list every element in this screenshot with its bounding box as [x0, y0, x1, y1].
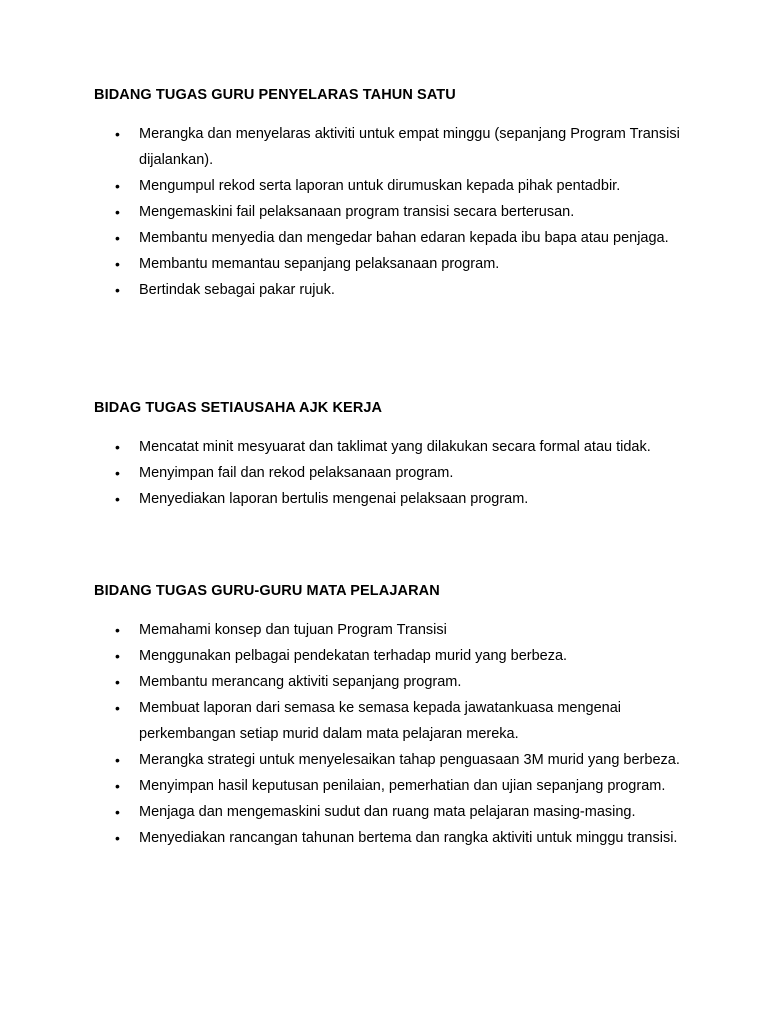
list-item-text: Menyediakan rancangan tahunan bertema dan rangka aktiviti untuk minggu transisi.: [139, 829, 678, 846]
bullet-icon: •: [115, 126, 120, 142]
list-item: [94, 278, 714, 304]
list-item: [94, 696, 714, 747]
list-item: [94, 226, 714, 252]
section-heading: BIDAG TUGAS SETIAUSAHA AJK KERJA: [94, 400, 383, 416]
section-heading: BIDANG TUGAS GURU PENYELARAS TAHUN SATU: [94, 87, 456, 103]
list-item: [94, 461, 714, 487]
list-item: [94, 800, 714, 826]
bullet-icon: •: [115, 829, 120, 846]
list-item: [94, 174, 714, 200]
bullet-icon: •: [115, 622, 120, 638]
list-item-text: Mengumpul rekod serta laporan untuk dirumuskan kepada pihak pentadbir.: [139, 177, 621, 194]
bullet-icon: •: [115, 255, 120, 272]
list-item-text: Mencatat minit mesyuarat dan taklimat yang dilakukan secara formal atau tidak.: [139, 439, 651, 455]
bullet-icon: •: [115, 203, 120, 220]
bullet-icon: •: [115, 229, 120, 246]
list-item-text: Menggunakan pelbagai pendekatan terhadap murid yang berbeza.: [139, 648, 568, 664]
bullet-icon: •: [115, 700, 120, 716]
list-item: [94, 252, 714, 278]
list-item-text: Membantu menyedia dan mengedar bahan edaran kepada ibu bapa atau penjaga.: [139, 229, 669, 246]
list-item-text: Merangka strategi untuk menyelesaikan tahap penguasaan 3M murid yang berbeza.: [139, 751, 680, 768]
list-item: [94, 670, 714, 696]
duty-list: [94, 618, 714, 851]
bullet-icon: •: [115, 177, 120, 194]
duty-list: [94, 435, 714, 513]
bullet-icon: •: [115, 777, 120, 794]
list-item: [94, 200, 714, 226]
list-item-text: Membuat laporan dari semasa ke semasa kepada jawatankuasa mengenai perkembangan setiap murid dalam mata pelajaran mereka.: [139, 700, 622, 742]
section-heading: BIDANG TUGAS GURU-GURU MATA PELAJARAN: [94, 583, 440, 599]
bullet-icon: •: [115, 281, 120, 298]
section-setiausaha: [94, 399, 714, 513]
list-item-text: Merangka dan menyelaras aktiviti untuk empat minggu (sepanjang Program Transisi dijalankan).: [139, 126, 680, 168]
list-item-text: Membantu memantau sepanjang pelaksanaan program.: [139, 255, 500, 272]
list-item-text: Mengemaskini fail pelaksanaan program transisi secara berterusan.: [139, 203, 575, 220]
list-item-text: Memahami konsep dan tujuan Program Transisi: [139, 622, 447, 638]
list-item: [94, 618, 714, 644]
list-item: [94, 826, 714, 852]
bullet-icon: •: [115, 751, 120, 768]
list-item: [94, 644, 714, 670]
list-item-text: Menyimpan fail dan rekod pelaksanaan program.: [139, 465, 454, 481]
list-item: [94, 435, 714, 461]
list-item-text: Menyimpan hasil keputusan penilaian, pemerhatian dan ujian sepanjang program.: [139, 777, 666, 794]
list-item-text: Menjaga dan mengemaskini sudut dan ruang mata pelajaran masing-masing.: [139, 803, 636, 820]
bullet-icon: •: [115, 674, 120, 690]
bullet-icon: •: [115, 648, 120, 664]
section-guru-penyelaras: [94, 86, 714, 304]
list-item: [94, 748, 714, 774]
list-item-text: Bertindak sebagai pakar rujuk.: [139, 281, 335, 298]
bullet-icon: •: [115, 465, 120, 481]
bullet-icon: •: [115, 803, 120, 820]
list-item-text: Menyediakan laporan bertulis mengenai pelaksaan program.: [139, 491, 529, 507]
bullet-icon: •: [115, 491, 120, 507]
list-item: [94, 487, 714, 513]
section-guru-mata-pelajaran: [94, 582, 714, 852]
list-item: [94, 774, 714, 800]
duty-list: [94, 122, 714, 303]
list-item-text: Membantu merancang aktiviti sepanjang program.: [139, 674, 462, 690]
list-item: [94, 122, 714, 173]
bullet-icon: •: [115, 439, 120, 455]
